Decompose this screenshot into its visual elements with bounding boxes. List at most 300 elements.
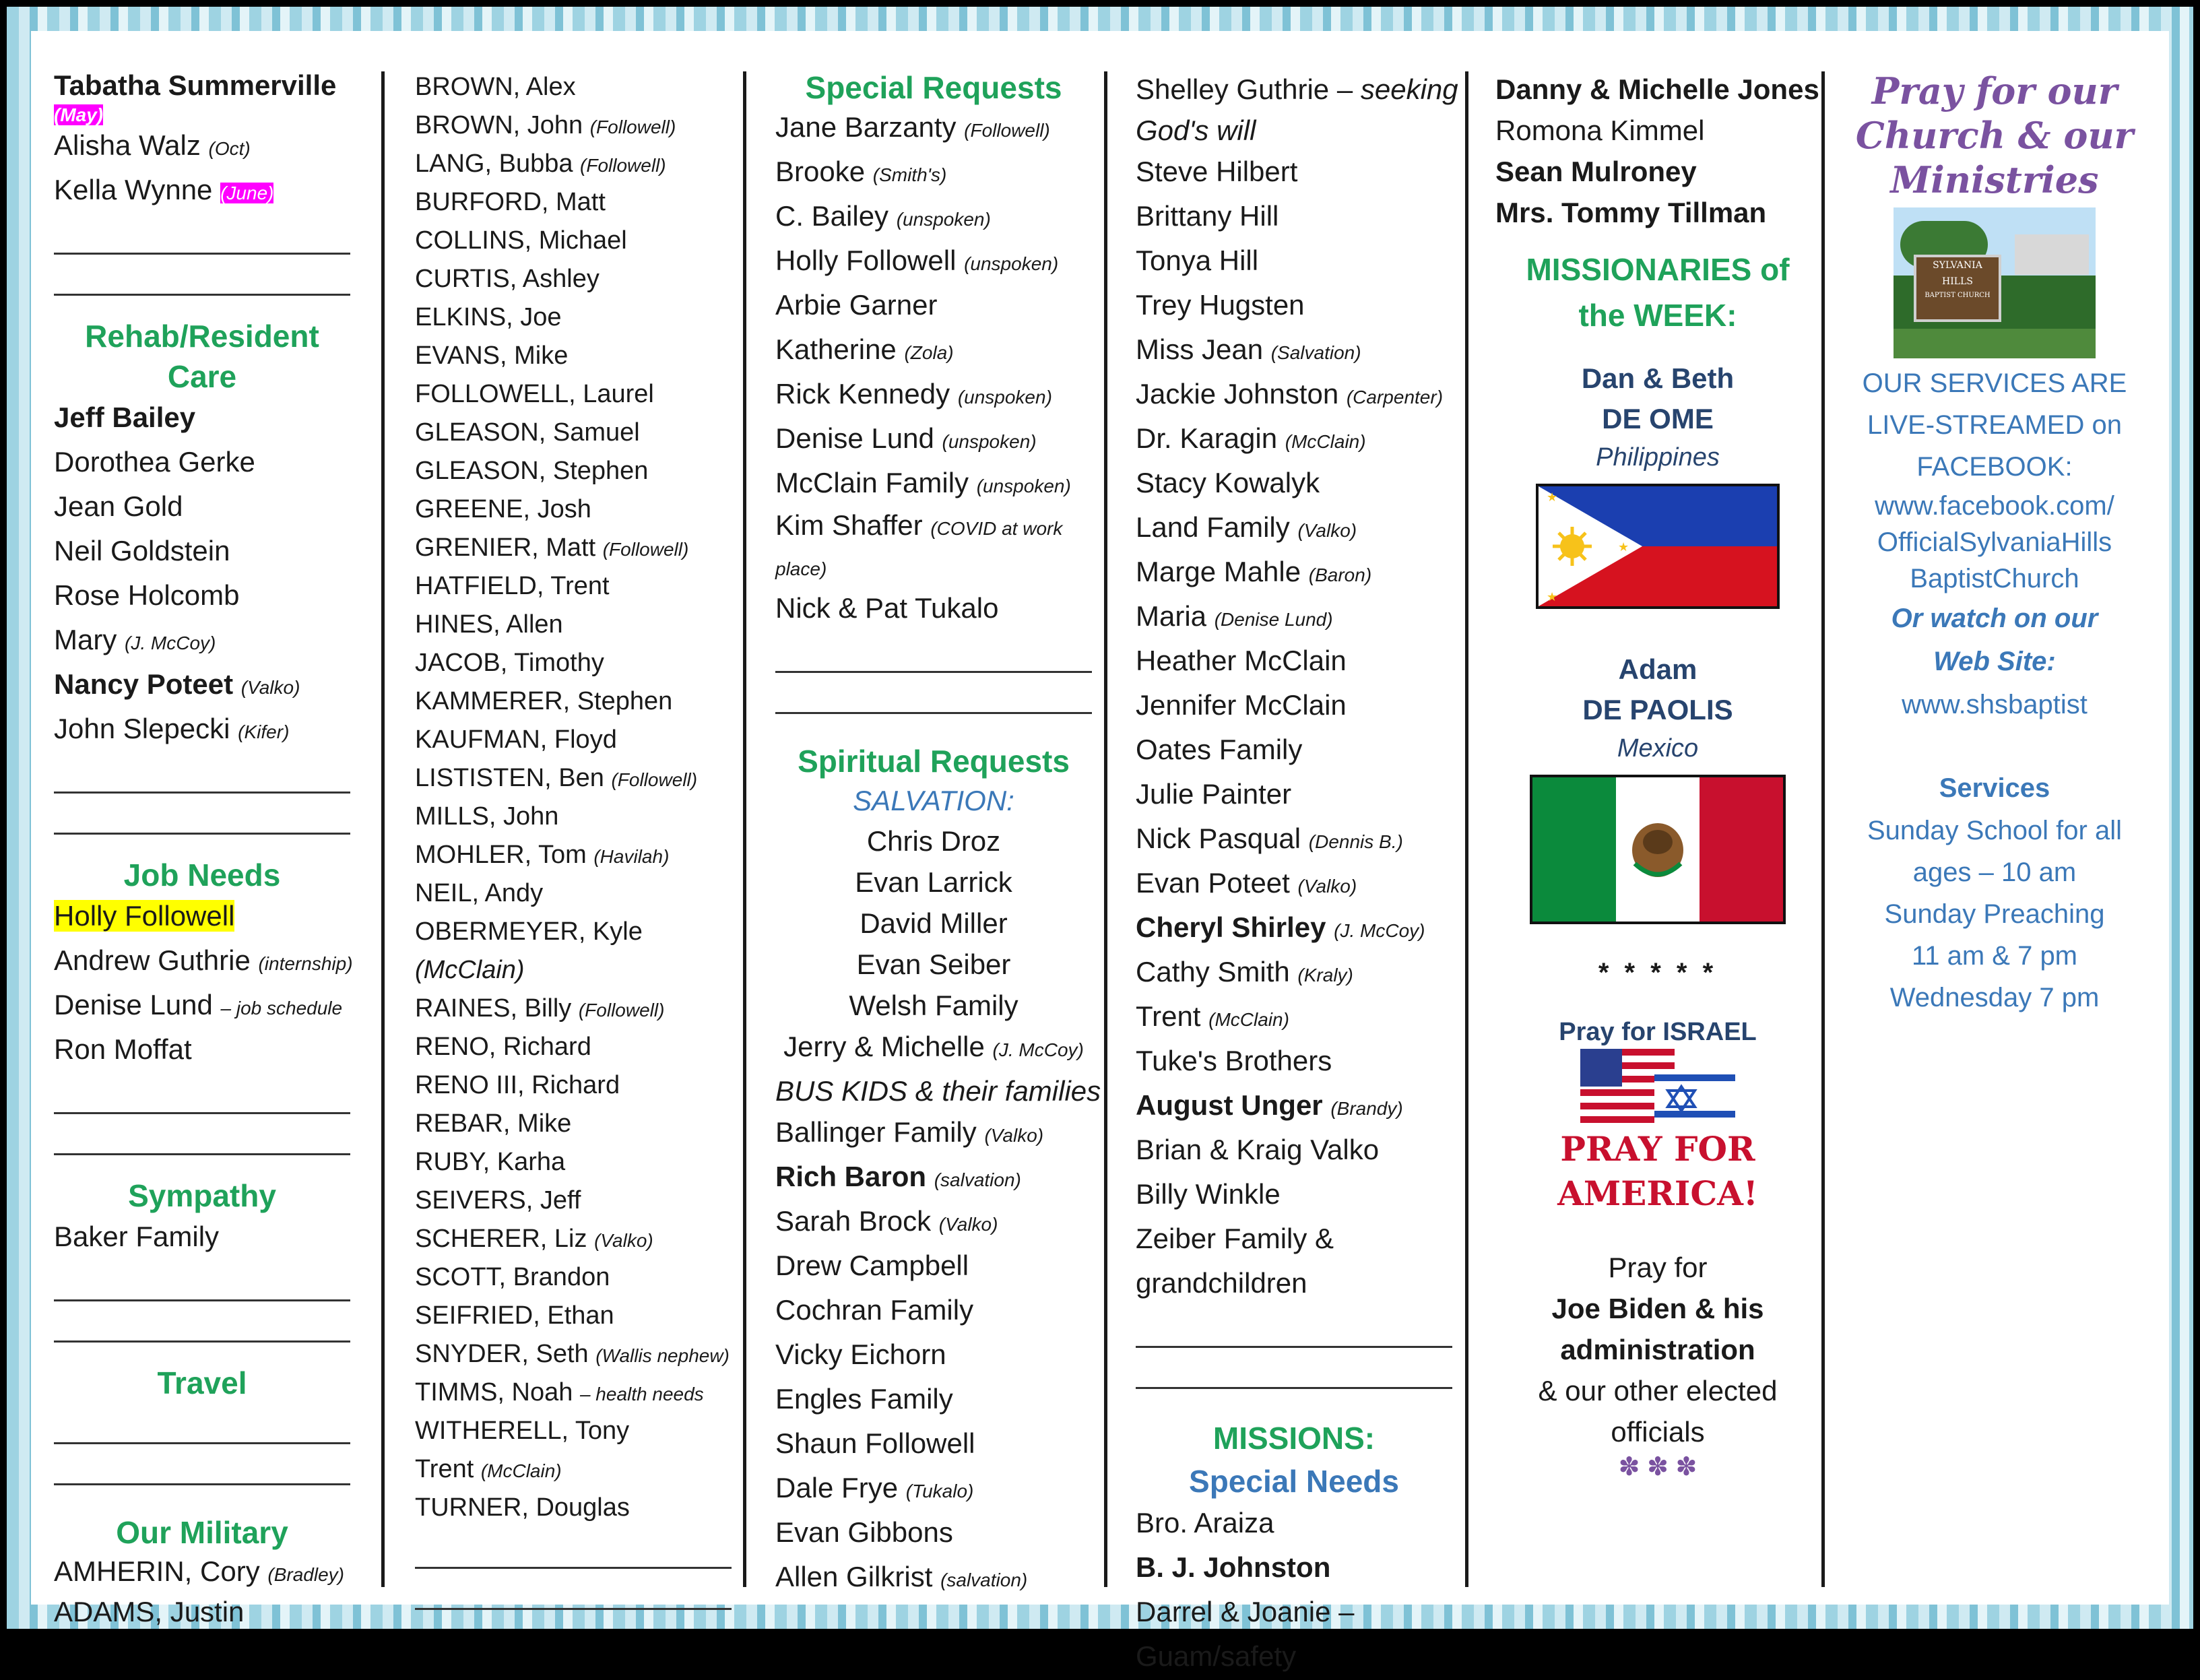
name-text: Cochran Family <box>775 1294 974 1326</box>
list-row <box>54 1029 350 1073</box>
military-list <box>54 1553 350 1634</box>
name-note: (Valko) <box>938 1214 998 1235</box>
pray-for-text: officials <box>1611 1416 1705 1448</box>
name-text: GREENE, Josh <box>415 495 591 523</box>
missionary-2-country: Mexico <box>1617 734 1699 763</box>
list-row <box>1136 1636 1452 1680</box>
sign-text: BAPTIST CHURCH <box>1924 292 1991 299</box>
name-text: Shaun Followell <box>775 1427 975 1459</box>
name-row: Romona Kimmel <box>1495 115 1705 146</box>
heading-military: Our Military <box>116 1515 288 1550</box>
column-divider <box>381 71 385 1587</box>
list-row <box>54 397 350 441</box>
name-note: (Wallis nephew) <box>595 1345 730 1366</box>
birthday-note: (May) <box>54 104 104 125</box>
column-divider <box>1821 71 1825 1587</box>
column-4 <box>1136 69 1458 1680</box>
blank-line <box>54 794 350 835</box>
name-text: Denise Lund <box>54 989 213 1021</box>
name-text: CURTIS, Ashley <box>415 265 600 293</box>
name-text: REBAR, Mike <box>415 1109 572 1138</box>
name-text: SCHERER, Liz <box>415 1225 587 1253</box>
name-text: GLEASON, Stephen <box>415 457 649 485</box>
list-row <box>54 486 350 530</box>
column-divider <box>1104 71 1107 1587</box>
name-text: Trent <box>1136 1000 1201 1032</box>
name-text: Arbie Garner <box>775 289 938 321</box>
name-note: God's will <box>1136 115 1256 146</box>
blank-line <box>775 673 1092 714</box>
name-text: Holly Followell <box>775 245 957 276</box>
list-row <box>54 530 350 575</box>
name-text: Rich Baron <box>775 1161 927 1192</box>
name-text: Oates Family <box>1136 734 1303 765</box>
list-row <box>1136 1591 1452 1636</box>
list-row <box>415 913 732 952</box>
name-note: (Valko) <box>594 1230 653 1251</box>
list-row <box>775 195 1092 240</box>
missionary-2-name: Adam <box>1618 653 1697 685</box>
philippines-flag-icon <box>1536 484 1780 609</box>
name-text: JACOB, Timothy <box>415 649 604 677</box>
blank-line <box>54 1403 350 1444</box>
list-row <box>415 837 732 875</box>
list-row <box>415 1336 732 1374</box>
blank-line <box>54 1260 350 1301</box>
name-text: Brooke <box>775 156 866 187</box>
name-text: Allen Gilkrist <box>775 1561 933 1592</box>
name-text: COLLINS, Michael <box>415 226 627 255</box>
list-row <box>1136 373 1452 418</box>
name-text: Jackie Johnston <box>1136 378 1339 410</box>
name-note: (Kraly) <box>1297 965 1353 986</box>
name-text: Rick Kennedy <box>775 378 950 410</box>
name-note: (Salvation) <box>1270 342 1361 363</box>
name-text: Evan Poteet <box>1136 867 1290 899</box>
list-row <box>1136 951 1452 996</box>
list-row <box>1136 907 1452 951</box>
text-line: Wednesday 7 pm <box>1889 983 2100 1012</box>
svg-text:★: ★ <box>1547 590 1558 604</box>
name-text: Land Family <box>1136 511 1290 543</box>
list-row <box>415 1105 732 1144</box>
missionary-1-country: Philippines <box>1596 443 1720 472</box>
heading-sympathy: Sympathy <box>128 1178 276 1213</box>
missions-list <box>1136 1502 1452 1680</box>
name-text: MOHLER, Tom <box>415 841 587 869</box>
name-text: Ballinger Family <box>775 1116 977 1148</box>
list-row <box>54 895 350 940</box>
name-note: (salvation) <box>940 1570 1028 1590</box>
list-row <box>775 373 1092 418</box>
name-text: Trent <box>415 1455 474 1483</box>
missionary-2-surname: DE PAOLIS <box>1582 694 1733 725</box>
name-text: MILLS, John <box>415 802 559 831</box>
military-name-list <box>415 69 732 1528</box>
services-list <box>1836 810 2153 1019</box>
column-divider <box>743 71 746 1587</box>
name-text: AMHERIN, Cory <box>54 1555 260 1587</box>
list-row <box>54 940 353 984</box>
column-divider <box>1465 71 1468 1587</box>
name-text: Maria <box>1136 600 1207 632</box>
name-text: Neil Goldstein <box>54 535 230 567</box>
name-text: HINES, Allen <box>415 610 563 639</box>
name-text: Dorothea Gerke <box>54 446 255 478</box>
name-text: Baker Family <box>54 1221 220 1252</box>
list-row <box>415 1297 732 1336</box>
list-row <box>415 222 732 261</box>
name-text: Tonya Hill <box>1136 245 1259 276</box>
name-note: (Smith's) <box>872 164 947 185</box>
name-text: Zeiber Family & <box>1136 1223 1334 1254</box>
name-note: (Followell) <box>578 1000 665 1021</box>
text-line: 11 am & 7 pm <box>1911 941 2078 971</box>
name-text: Nick Pasqual <box>1136 822 1301 854</box>
name-text: Jean Gold <box>54 490 183 522</box>
name-text: Jennifer McClain <box>1136 689 1347 721</box>
list-row <box>775 1200 1092 1245</box>
list-row <box>415 1374 732 1413</box>
list-row <box>775 1245 1092 1289</box>
list-row <box>415 376 732 414</box>
list-row <box>54 619 350 664</box>
title-line-1: Pray for our <box>1871 69 2118 112</box>
column-3 <box>775 69 1101 1601</box>
blank-line <box>54 255 350 296</box>
list-row <box>775 151 1092 195</box>
list-row <box>1136 151 1452 195</box>
name-text: Tuke's Brothers <box>1136 1045 1332 1076</box>
name-row: Kella Wynne <box>54 174 213 205</box>
list-row <box>54 1553 350 1593</box>
list-row <box>415 645 732 683</box>
name-note: (Bradley) <box>267 1564 344 1585</box>
blank-line <box>415 1569 732 1610</box>
name-note: (unspoken) <box>942 431 1037 452</box>
list-row <box>415 491 732 529</box>
list-row <box>775 1111 1092 1156</box>
list-row <box>1136 640 1452 684</box>
heading-rehab: Rehab/Resident Care <box>85 319 319 394</box>
livestream-info <box>1836 362 2153 597</box>
name-note: (J. McCoy) <box>992 1039 1084 1060</box>
church-sign-photo <box>1894 207 2096 358</box>
name-text: RENO III, Richard <box>415 1071 620 1099</box>
text-line: LIVE-STREAMED on <box>1867 410 2122 440</box>
name-note: (Followell) <box>964 120 1050 141</box>
services-heading: Services <box>1939 773 2050 803</box>
name-text: ADAMS, Justin <box>54 1596 245 1627</box>
list-row <box>415 299 732 337</box>
name-text: ELKINS, Joe <box>415 303 562 331</box>
church-sign <box>1914 255 2001 322</box>
sign-text: HILLS <box>1942 276 1973 287</box>
list-row <box>1136 773 1452 818</box>
blank-line <box>1136 1348 1452 1389</box>
list-row <box>775 587 1092 632</box>
list-row <box>415 760 732 798</box>
name-note: (salvation) <box>934 1169 1021 1190</box>
list-row <box>775 240 1092 284</box>
name-note: (Havilah) <box>593 846 670 867</box>
name-text: SCOTT, Brandon <box>415 1263 610 1291</box>
name-text: TURNER, Douglas <box>415 1493 630 1522</box>
name-note: (Valko) <box>1297 876 1357 897</box>
name-note: (Followell) <box>580 155 666 176</box>
name-note: (Oct) <box>208 138 251 159</box>
list-row <box>775 1156 1092 1200</box>
name-text: WITHERELL, Tony <box>415 1417 630 1445</box>
prayer-list-4 <box>1136 151 1452 1307</box>
svg-text:★: ★ <box>1547 490 1558 504</box>
special-requests-list <box>775 106 1092 632</box>
name-row: Jerry & Michelle <box>783 1031 985 1062</box>
list-row <box>1136 284 1452 329</box>
pray-for-text: administration <box>1560 1334 1755 1365</box>
list-row <box>1136 418 1452 462</box>
name-text: Bro. Araiza <box>1136 1507 1274 1539</box>
name-text: GLEASON, Samuel <box>415 418 640 447</box>
heading-travel: Travel <box>157 1365 247 1400</box>
blank-line <box>415 1528 732 1569</box>
heading-missionaries: MISSIONARIES of the WEEK: <box>1526 252 1790 333</box>
rehab-list <box>54 397 350 752</box>
text-line: Sunday School for all <box>1867 816 2122 845</box>
name-text: Engles Family <box>775 1383 953 1415</box>
list-row <box>775 507 1092 547</box>
name-note: (internship) <box>258 953 353 974</box>
name-note: (unspoken) <box>896 209 991 230</box>
column-5 <box>1486 69 1830 1482</box>
name-text: John Slepecki <box>54 713 230 744</box>
list-row <box>415 1182 732 1221</box>
blank-line <box>54 1114 350 1155</box>
name-text: Steve Hilbert <box>1136 156 1298 187</box>
name-text: RAINES, Billy <box>415 994 572 1023</box>
mexico-flag-icon <box>1530 775 1786 924</box>
list-row <box>775 106 1092 151</box>
list-row <box>54 664 350 708</box>
name-text: August Unger <box>1136 1089 1323 1121</box>
list-row <box>415 1067 732 1105</box>
website-link[interactable]: www.shsbaptist <box>1902 690 2088 719</box>
name-row: Danny & Michelle Jones <box>1495 73 1819 105</box>
name-note: (Zola) <box>904 342 954 363</box>
text-line: Sunday Preaching <box>1884 899 2105 929</box>
name-text: BROWN, John <box>415 111 583 139</box>
name-text: Ron Moffat <box>54 1033 192 1065</box>
name-text: GRENIER, Matt <box>415 534 596 562</box>
name-text: Cheryl Shirley <box>1136 911 1326 943</box>
missionary-1-surname: DE OME <box>1602 403 1714 434</box>
list-row <box>775 1289 1092 1334</box>
text-line: Evan Seiber <box>856 948 1011 980</box>
list-row <box>415 568 732 606</box>
name-text: Billy Winkle <box>1136 1178 1281 1210</box>
list-row <box>54 984 350 1029</box>
list-row <box>54 575 350 619</box>
svg-text:★: ★ <box>1618 540 1629 554</box>
text-line: Welsh Family <box>849 990 1018 1021</box>
name-row: Alisha Walz <box>54 129 201 161</box>
list-row <box>1136 684 1452 729</box>
name-note: place) <box>775 558 827 579</box>
list-row <box>775 1556 1092 1601</box>
name-note: (Brandy) <box>1330 1098 1403 1119</box>
text-line: David Miller <box>860 907 1008 939</box>
list-row <box>1136 996 1452 1040</box>
list-row <box>415 606 732 645</box>
title-line-3: Ministries <box>1890 158 2099 201</box>
name-note: (Valko) <box>984 1125 1044 1146</box>
name-note: – job schedule <box>220 998 343 1019</box>
birthday-note: (June) <box>220 183 274 203</box>
text-line: OUR SERVICES ARE <box>1862 368 2127 398</box>
name-note: (McClain) <box>1285 431 1366 452</box>
job-needs-list <box>54 895 353 1073</box>
stars-divider: * * * * * <box>1598 958 1718 988</box>
blank-line <box>54 752 350 794</box>
pray-israel-label: Pray for ISRAEL <box>1559 1018 1757 1046</box>
name-text: Guam/safety <box>1136 1640 1297 1672</box>
name-text: SEIVERS, Jeff <box>415 1186 581 1215</box>
name-text: C. Bailey <box>775 200 889 232</box>
salvation-subheading: SALVATION: <box>853 785 1014 816</box>
list-row <box>54 1593 350 1634</box>
list-row <box>415 184 732 222</box>
pray-for-text: & our other elected <box>1538 1375 1778 1407</box>
name-text: Rose Holcomb <box>54 579 240 611</box>
name-note: – health needs <box>579 1384 704 1404</box>
heading-missions: MISSIONS: <box>1212 1421 1376 1456</box>
list-row <box>775 284 1092 329</box>
list-row <box>415 952 732 990</box>
usa-israel-flags-icon <box>1580 1049 1735 1123</box>
name-text: BURFORD, Matt <box>415 188 606 216</box>
name-text: SEIFRIED, Ethan <box>415 1301 614 1330</box>
name-note: (Tukalo) <box>905 1481 974 1501</box>
sign-text: SYLVANIA <box>1933 260 1982 271</box>
list-row <box>415 721 732 760</box>
list-row <box>775 1423 1092 1467</box>
list-row <box>415 798 732 837</box>
name-text: Drew Campbell <box>775 1250 969 1281</box>
orwatch-2: Web Site: <box>1933 647 2056 676</box>
name-note: (Followell) <box>611 769 698 790</box>
list-row <box>1136 1129 1452 1173</box>
name-text: KAUFMAN, Floyd <box>415 725 617 754</box>
name-text: Dr. Karagin <box>1136 422 1278 454</box>
name-text: RUBY, Karha <box>415 1148 566 1176</box>
name-text: Andrew Guthrie <box>54 944 251 976</box>
name-text: HATFIELD, Trent <box>415 572 610 600</box>
list-row <box>1136 595 1452 640</box>
missionary-1-name: Dan & Beth <box>1581 362 1735 394</box>
blank-line <box>54 1073 350 1114</box>
name-text: NEIL, Andy <box>415 879 544 907</box>
list-row <box>415 1451 732 1489</box>
name-note: (Carpenter) <box>1346 387 1444 408</box>
list-row <box>1136 329 1452 373</box>
list-row <box>1136 551 1452 595</box>
text-line: OfficialSylvaniaHills <box>1877 527 2112 557</box>
list-row <box>775 1334 1092 1378</box>
list-row <box>415 1144 732 1182</box>
name-text: Vicky Eichorn <box>775 1338 946 1370</box>
name-text: Trey Hugsten <box>1136 289 1305 321</box>
name-note: (Followell) <box>589 117 676 137</box>
name-text: OBERMEYER, Kyle <box>415 917 643 946</box>
name-text: Miss Jean <box>1136 333 1264 365</box>
list-row <box>775 547 1092 587</box>
salvation-list <box>775 820 1092 1026</box>
prayer-list-sheet <box>31 31 2169 1672</box>
missions-subheading: Special Needs <box>1189 1464 1399 1499</box>
list-row <box>1136 1502 1452 1547</box>
heading-special-requests: Special Requests <box>805 70 1062 105</box>
name-text: Dale Frye <box>775 1472 899 1504</box>
blank-line <box>54 1444 350 1485</box>
name-text: Nick & Pat Tukalo <box>775 592 999 624</box>
list-row <box>1136 1040 1452 1085</box>
blank-line <box>54 1301 350 1343</box>
list-row <box>415 1029 732 1067</box>
name-text: BROWN, Alex <box>415 73 576 101</box>
blank-line <box>1136 1307 1452 1348</box>
list-row <box>415 1413 732 1451</box>
name-text: LISTISTEN, Ben <box>415 764 604 792</box>
name-note: (McClain) <box>1208 1009 1289 1030</box>
text-line: ages – 10 am <box>1912 858 2077 887</box>
list-row <box>1136 240 1452 284</box>
name-note: (Kifer) <box>238 721 290 742</box>
name-note: (Valko) <box>1297 520 1357 541</box>
list-row <box>1136 1085 1452 1129</box>
column-6 <box>1836 69 2153 1019</box>
list-row <box>415 1489 732 1528</box>
list-row <box>775 1512 1092 1556</box>
list-row <box>775 462 1092 507</box>
text-line: Evan Larrick <box>855 866 1012 898</box>
flower-ornament-icon: ✽ ✽ ✽ <box>1618 1453 1697 1481</box>
list-row <box>415 1221 732 1259</box>
list-row <box>1136 1218 1452 1262</box>
blank-line <box>775 632 1092 673</box>
sympathy-list <box>54 1216 350 1260</box>
text-line: www.facebook.com/ <box>1875 491 2114 521</box>
name-note: (J. McCoy) <box>125 633 216 653</box>
text-line: BaptistChurch <box>1910 564 2079 593</box>
name-text: Marge Mahle <box>1136 556 1301 587</box>
name-note: (Denise Lund) <box>1214 609 1333 630</box>
text-line: Chris Droz <box>866 825 1001 857</box>
heading-spiritual-requests: Spiritual Requests <box>798 744 1070 779</box>
name-text: FOLLOWELL, Laurel <box>415 380 654 408</box>
list-row <box>415 69 732 107</box>
name-note: (Baron) <box>1308 564 1372 585</box>
name-text: grandchildren <box>1136 1267 1307 1299</box>
name-note: (J. McCoy) <box>1334 920 1425 941</box>
list-row <box>415 453 732 491</box>
name-text: Kim Shaffer <box>775 509 923 541</box>
name-text: Mary <box>54 624 117 655</box>
list-row <box>1136 818 1452 862</box>
name-text: LANG, Bubba <box>415 150 573 178</box>
list-row <box>775 1378 1092 1423</box>
blank-line <box>54 214 350 255</box>
text-line: FACEBOOK: <box>1916 452 2073 482</box>
